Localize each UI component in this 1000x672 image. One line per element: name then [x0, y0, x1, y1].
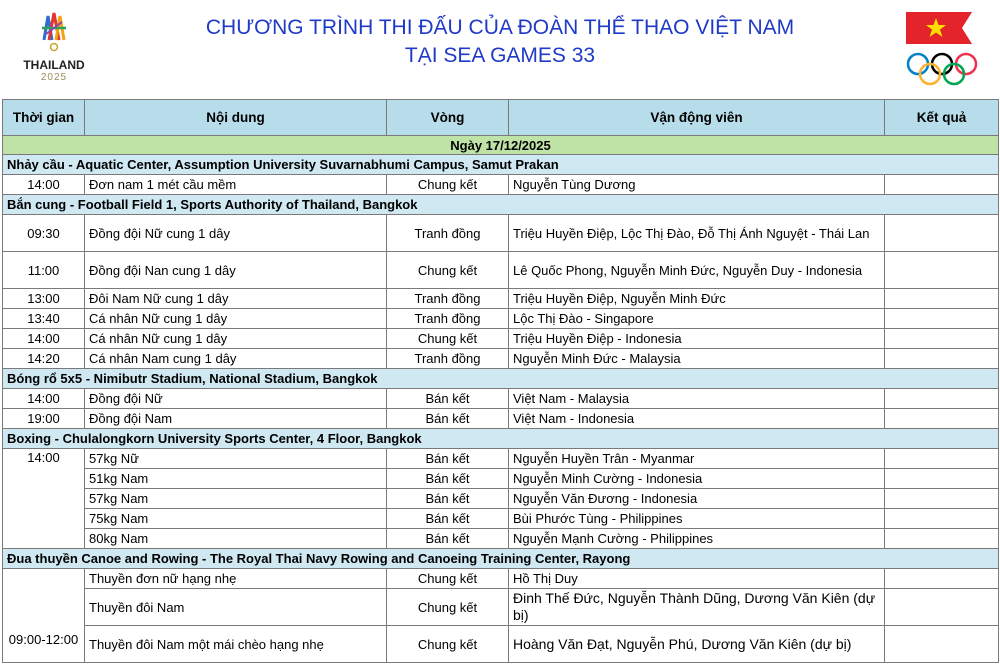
cell-round: Bán kết: [387, 529, 509, 549]
cell-event: Đồng đội Nam: [85, 409, 387, 429]
title-line-2: TẠI SEA GAMES 33: [404, 44, 596, 67]
cell-result: [885, 175, 999, 195]
cell-round: Bán kết: [387, 469, 509, 489]
cell-event: 57kg Nam: [85, 489, 387, 509]
cell-result: [885, 309, 999, 329]
cell-event: Đồng đội Nan cung 1 dây: [85, 252, 387, 289]
cell-round: Chung kết: [387, 329, 509, 349]
cell-time: 09:30: [3, 215, 85, 252]
cell-time: 11:00: [3, 252, 85, 289]
cell-result: [885, 469, 999, 489]
venue-label: Boxing - Chulalongkorn University Sports Center, 4 Floor, Bangkok: [3, 429, 999, 449]
col-header-event: Nội dung: [85, 100, 387, 136]
cell-event: Cá nhân Nữ cung 1 dây: [85, 329, 387, 349]
logo-label: THAILAND: [23, 58, 85, 72]
venue-row: [3, 549, 999, 569]
cell-athletes: Đinh Thế Đức, Nguyễn Thành Dũng, Dương Văn Kiên (dự bị): [509, 589, 885, 626]
table-row: [3, 389, 999, 409]
cell-round: Tranh đồng: [387, 309, 509, 329]
venue-label: Bóng rổ 5x5 - Nimibutr Stadium, National Stadium, Bangkok: [3, 369, 999, 389]
table-row: [3, 529, 999, 549]
cell-round: Bán kết: [387, 509, 509, 529]
cell-event: Đơn nam 1 mét cầu mềm: [85, 175, 387, 195]
cell-round: Bán kết: [387, 449, 509, 469]
cell-athletes: Nguyễn Minh Cường - Indonesia: [509, 469, 885, 489]
cell-time: 14:00: [3, 449, 85, 549]
cell-event: Thuyền đôi Nam một mái chèo hạng nhẹ: [85, 626, 387, 663]
cell-athletes: Nguyễn Huyền Trân - Myanmar: [509, 449, 885, 469]
cell-event: 57kg Nữ: [85, 449, 387, 469]
table-row: [3, 569, 999, 589]
page-header: [0, 0, 1000, 98]
venue-row: [3, 369, 999, 389]
cell-time: 14:00: [3, 389, 85, 409]
table-row: [3, 175, 999, 195]
logo-year: 2025: [40, 72, 68, 83]
cell-athletes: Nguyễn Mạnh Cường - Philippines: [509, 529, 885, 549]
table-row: [3, 509, 999, 529]
cell-athletes: Nguyễn Tùng Dương: [509, 175, 885, 195]
cell-event: 75kg Nam: [85, 509, 387, 529]
cell-athletes: Việt Nam - Malaysia: [509, 389, 885, 409]
cell-round: Tranh đồng: [387, 349, 509, 369]
cell-athletes: Triệu Huyền Điệp - Indonesia: [509, 329, 885, 349]
cell-result: [885, 409, 999, 429]
title-line-1: CHƯƠNG TRÌNH THI ĐẤU CỦA ĐOÀN THỂ THAO VIỆT NAM: [205, 16, 795, 39]
venue-label: Đua thuyền Canoe and Rowing - The Royal Thai Navy Rowing and Canoeing Training Center, Rayong: [3, 549, 999, 569]
table-row: [3, 289, 999, 309]
table-row: [3, 449, 999, 469]
cell-athletes: Lê Quốc Phong, Nguyễn Minh Đức, Nguyễn Duy - Indonesia: [509, 252, 885, 289]
vietnam-olympic-logo: [902, 8, 994, 88]
table-row: [3, 589, 999, 626]
table-row: [3, 215, 999, 252]
cell-result: [885, 529, 999, 549]
cell-event: Thuyền đơn nữ hạng nhẹ: [85, 569, 387, 589]
cell-result: [885, 589, 999, 626]
cell-athletes: Hồ Thị Duy: [509, 569, 885, 589]
venue-label: Bắn cung - Football Field 1, Sports Authority of Thailand, Bangkok: [3, 195, 999, 215]
cell-athletes: Hoàng Văn Đạt, Nguyễn Phú, Dương Văn Kiên (dự bị): [509, 626, 885, 663]
cell-result: [885, 626, 999, 663]
col-header-time: Thời gian: [3, 100, 85, 136]
cell-result: [885, 329, 999, 349]
cell-time: 14:00: [3, 329, 85, 349]
cell-athletes: Triệu Huyền Điệp, Nguyễn Minh Đức: [509, 289, 885, 309]
cell-event: Thuyền đôi Nam: [85, 589, 387, 626]
venue-label: Nhảy cầu - Aquatic Center, Assumption University Suvarnabhumi Campus, Samut Prakan: [3, 155, 999, 175]
cell-result: [885, 252, 999, 289]
cell-round: Chung kết: [387, 252, 509, 289]
schedule-table: [2, 99, 999, 663]
cell-round: Tranh đồng: [387, 289, 509, 309]
venue-row: [3, 195, 999, 215]
table-row: [3, 309, 999, 329]
cell-time: 14:20: [3, 349, 85, 369]
col-header-result: Kết quả: [885, 100, 999, 136]
cell-round: Bán kết: [387, 489, 509, 509]
cell-time: 19:00: [3, 409, 85, 429]
table-row: [3, 329, 999, 349]
col-header-athletes: Vận động viên: [509, 100, 885, 136]
cell-athletes: Triệu Huyền Điệp, Lộc Thị Đào, Đỗ Thị Ánh Nguyệt - Thái Lan: [509, 215, 885, 252]
thailand-2025-logo: [14, 8, 94, 86]
cell-result: [885, 389, 999, 409]
cell-result: [885, 489, 999, 509]
table-header-row: [3, 100, 999, 136]
cell-round: Chung kết: [387, 175, 509, 195]
cell-athletes: Lộc Thị Đào - Singapore: [509, 309, 885, 329]
table-row: [3, 409, 999, 429]
cell-round: Chung kết: [387, 626, 509, 663]
cell-result: [885, 509, 999, 529]
cell-athletes: Việt Nam - Indonesia: [509, 409, 885, 429]
cell-athletes: Nguyễn Minh Đức - Malaysia: [509, 349, 885, 369]
table-row: [3, 489, 999, 509]
table-row: [3, 469, 999, 489]
cell-event: Cá nhân Nữ cung 1 dây: [85, 309, 387, 329]
cell-round: Chung kết: [387, 569, 509, 589]
cell-round: Bán kết: [387, 389, 509, 409]
cell-event: Đồng đội Nữ: [85, 389, 387, 409]
cell-athletes: Bùi Phước Tùng - Philippines: [509, 509, 885, 529]
sea-games-emblem-icon: [38, 10, 70, 52]
venue-row: [3, 429, 999, 449]
cell-time: 14:00: [3, 175, 85, 195]
day-row: [3, 136, 999, 155]
table-row: [3, 252, 999, 289]
table-row: [3, 626, 999, 663]
cell-time: 13:40: [3, 309, 85, 329]
cell-round: Chung kết: [387, 589, 509, 626]
day-label: Ngày 17/12/2025: [3, 136, 999, 155]
page-title: [150, 14, 850, 70]
cell-event: 51kg Nam: [85, 469, 387, 489]
cell-round: Bán kết: [387, 409, 509, 429]
cell-event: Cá nhân Nam cung 1 dây: [85, 349, 387, 369]
col-header-round: Vòng: [387, 100, 509, 136]
cell-result: [885, 449, 999, 469]
cell-result: [885, 289, 999, 309]
cell-time: 13:00: [3, 289, 85, 309]
cell-time: 09:00-12:00: [3, 569, 85, 663]
cell-event: 80kg Nam: [85, 529, 387, 549]
cell-result: [885, 349, 999, 369]
cell-event: Đôi Nam Nữ cung 1 dây: [85, 289, 387, 309]
cell-result: [885, 569, 999, 589]
cell-event: Đồng đội Nữ cung 1 dây: [85, 215, 387, 252]
venue-row: [3, 155, 999, 175]
cell-result: [885, 215, 999, 252]
table-row: [3, 349, 999, 369]
cell-athletes: Nguyễn Văn Đương - Indonesia: [509, 489, 885, 509]
cell-round: Tranh đồng: [387, 215, 509, 252]
